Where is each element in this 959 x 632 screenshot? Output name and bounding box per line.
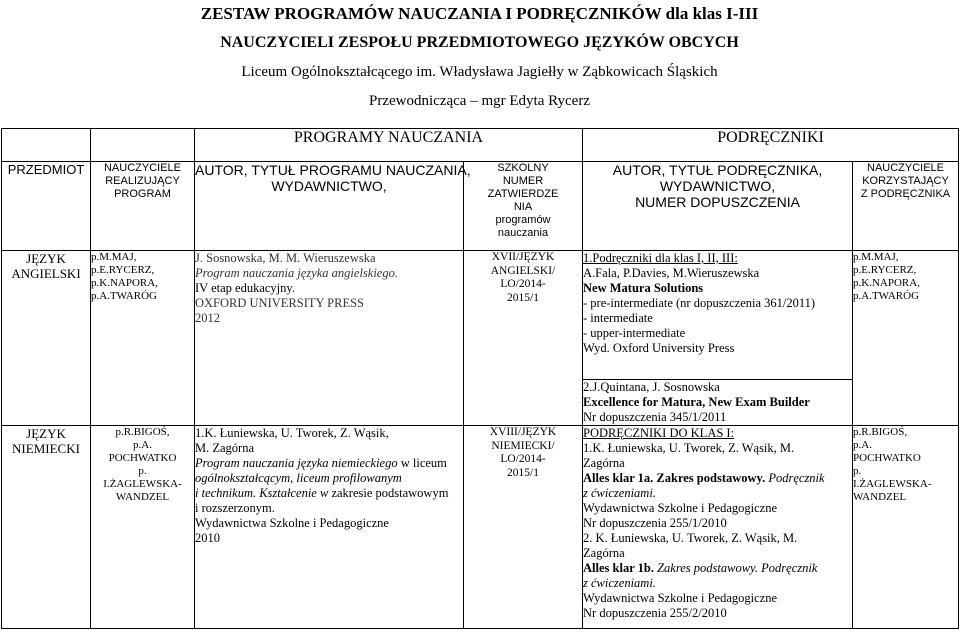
- teachers-cell: p.M.MAJ, p.E.RYCERZ, p.K.NAPORA, p.A.TWARÓG: [91, 251, 195, 426]
- column-header-row: [2, 162, 959, 251]
- col-program-author-header: AUTOR, TYTUŁ PROGRAMU NAUCZANIA, WYDAWNICTWO,: [195, 162, 464, 251]
- number-cell: XVIII/JĘZYK NIEMIECKI/ LO/2014- 2015/1: [464, 426, 583, 629]
- group-header-row: [2, 129, 959, 162]
- books-cell-2: 2.J.Quintana, J. Sosnowska Excellence for Matura, New Exam Builder Nr dopuszczenia 345/1/2011: [583, 380, 853, 426]
- table-row-german: [2, 426, 959, 629]
- col-teachers-header: NAUCZYCIELE REALIZUJĄCY PROGRAM: [91, 162, 195, 251]
- school-name: Liceum Ogólnokształcącego im. Władysława Jagiełły w Ząbkowicach Śląskich: [241, 64, 718, 80]
- group-programs: PROGRAMY NAUCZANIA: [195, 129, 583, 162]
- book-teachers-cell: p.R.BIGOŚ, p.A. POCHWATKO p. I.ŻAGLEWSKA- WANDZEL: [853, 426, 959, 629]
- books-cell: 1.Podręczniki dla klas I, II, III: A.Fala, P.Davies, M.Wieruszewska New Matura Solutions - pre-intermediate (nr dopuszczenia 361/2011) - intermediate - upper-intermediate Wyd. Oxford University Press: [583, 251, 853, 380]
- document-subtitle: NAUCZYCIELI ZESPOŁU PRZEDMIOTOWEGO JĘZYKÓW OBCYCH: [220, 34, 739, 51]
- group-textbooks: PODRĘCZNIKI: [583, 129, 959, 162]
- col-book-teachers-header: NAUCZYCIELE KORZYSTAJĄCY Z PODRĘCZNIKA: [853, 162, 959, 251]
- number-cell: XVII/JĘZYK ANGIELSKI/ LO/2014- 2015/1: [464, 251, 583, 426]
- teachers-cell: p.R.BIGOŚ, p.A. POCHWATKO p. I.ŻAGLEWSKA- WANDZEL: [91, 426, 195, 629]
- group-spacer: [91, 129, 195, 162]
- group-spacer: [2, 129, 91, 162]
- book-teachers-cell: p.M.MAJ, p.E.RYCERZ, p.K.NAPORA, p.A.TWARÓG: [853, 251, 959, 426]
- curriculum-table: [1, 128, 959, 629]
- document-title: ZESTAW PROGRAMÓW NAUCZANIA I PODRĘCZNIKÓW dla klas I-III: [200, 4, 759, 23]
- subject-cell: JĘZYK ANGIELSKI: [2, 251, 91, 426]
- col-subject-header: PRZEDMIOT: [2, 162, 91, 251]
- subject-cell: JĘZYK NIEMIECKI: [2, 426, 91, 629]
- chair-person: Przewodnicząca – mgr Edyta Rycerz: [369, 93, 590, 109]
- program-cell: J. Sosnowska, M. M. Wieruszewska Program nauczania języka angielskiego. IV etap edukacyjny. OXFORD UNIVERSITY PRESS 2012: [195, 251, 464, 426]
- col-school-number-header: SZKOLNY NUMER ZATWIERDZE NIA programów nauczania: [464, 162, 583, 251]
- col-book-author-header: AUTOR, TYTUŁ PODRĘCZNIKA, WYDAWNICTWO, NUMER DOPUSZCZENIA: [583, 162, 853, 251]
- table-row-english: [2, 251, 959, 380]
- books-cell: PODRĘCZNIKI DO KLAS I: 1.K. Łuniewska, U. Tworek, Z. Wąsik, M. Zagórna Alles klar 1a. Zakres podstawowy. Podręcznik z ćwiczeniami. Wydawnictwa Szkolne i Pedagogiczne Nr dopuszczenia 255/1/2010 2. K. Łuniewska, U. Tworek, Z. Wąsik, M. Zagórna Alles klar 1b. Zakres podstawowy. Podręcznik z ćwiczeniami. Wydawnictwa Szkolne i Pedagogiczne Nr dopuszczenia 255/2/2010: [583, 426, 853, 629]
- program-cell: 1.K. Łuniewska, U. Tworek, Z. Wąsik, M. Zagórna Program nauczania języka niemieckiego w liceum ogólnokształcącym, liceum profilowanym i technikum. Kształcenie w zakresie podstawowym i rozszerzonym. Wydawnictwa Szkolne i Pedagogiczne 2010: [195, 426, 464, 629]
